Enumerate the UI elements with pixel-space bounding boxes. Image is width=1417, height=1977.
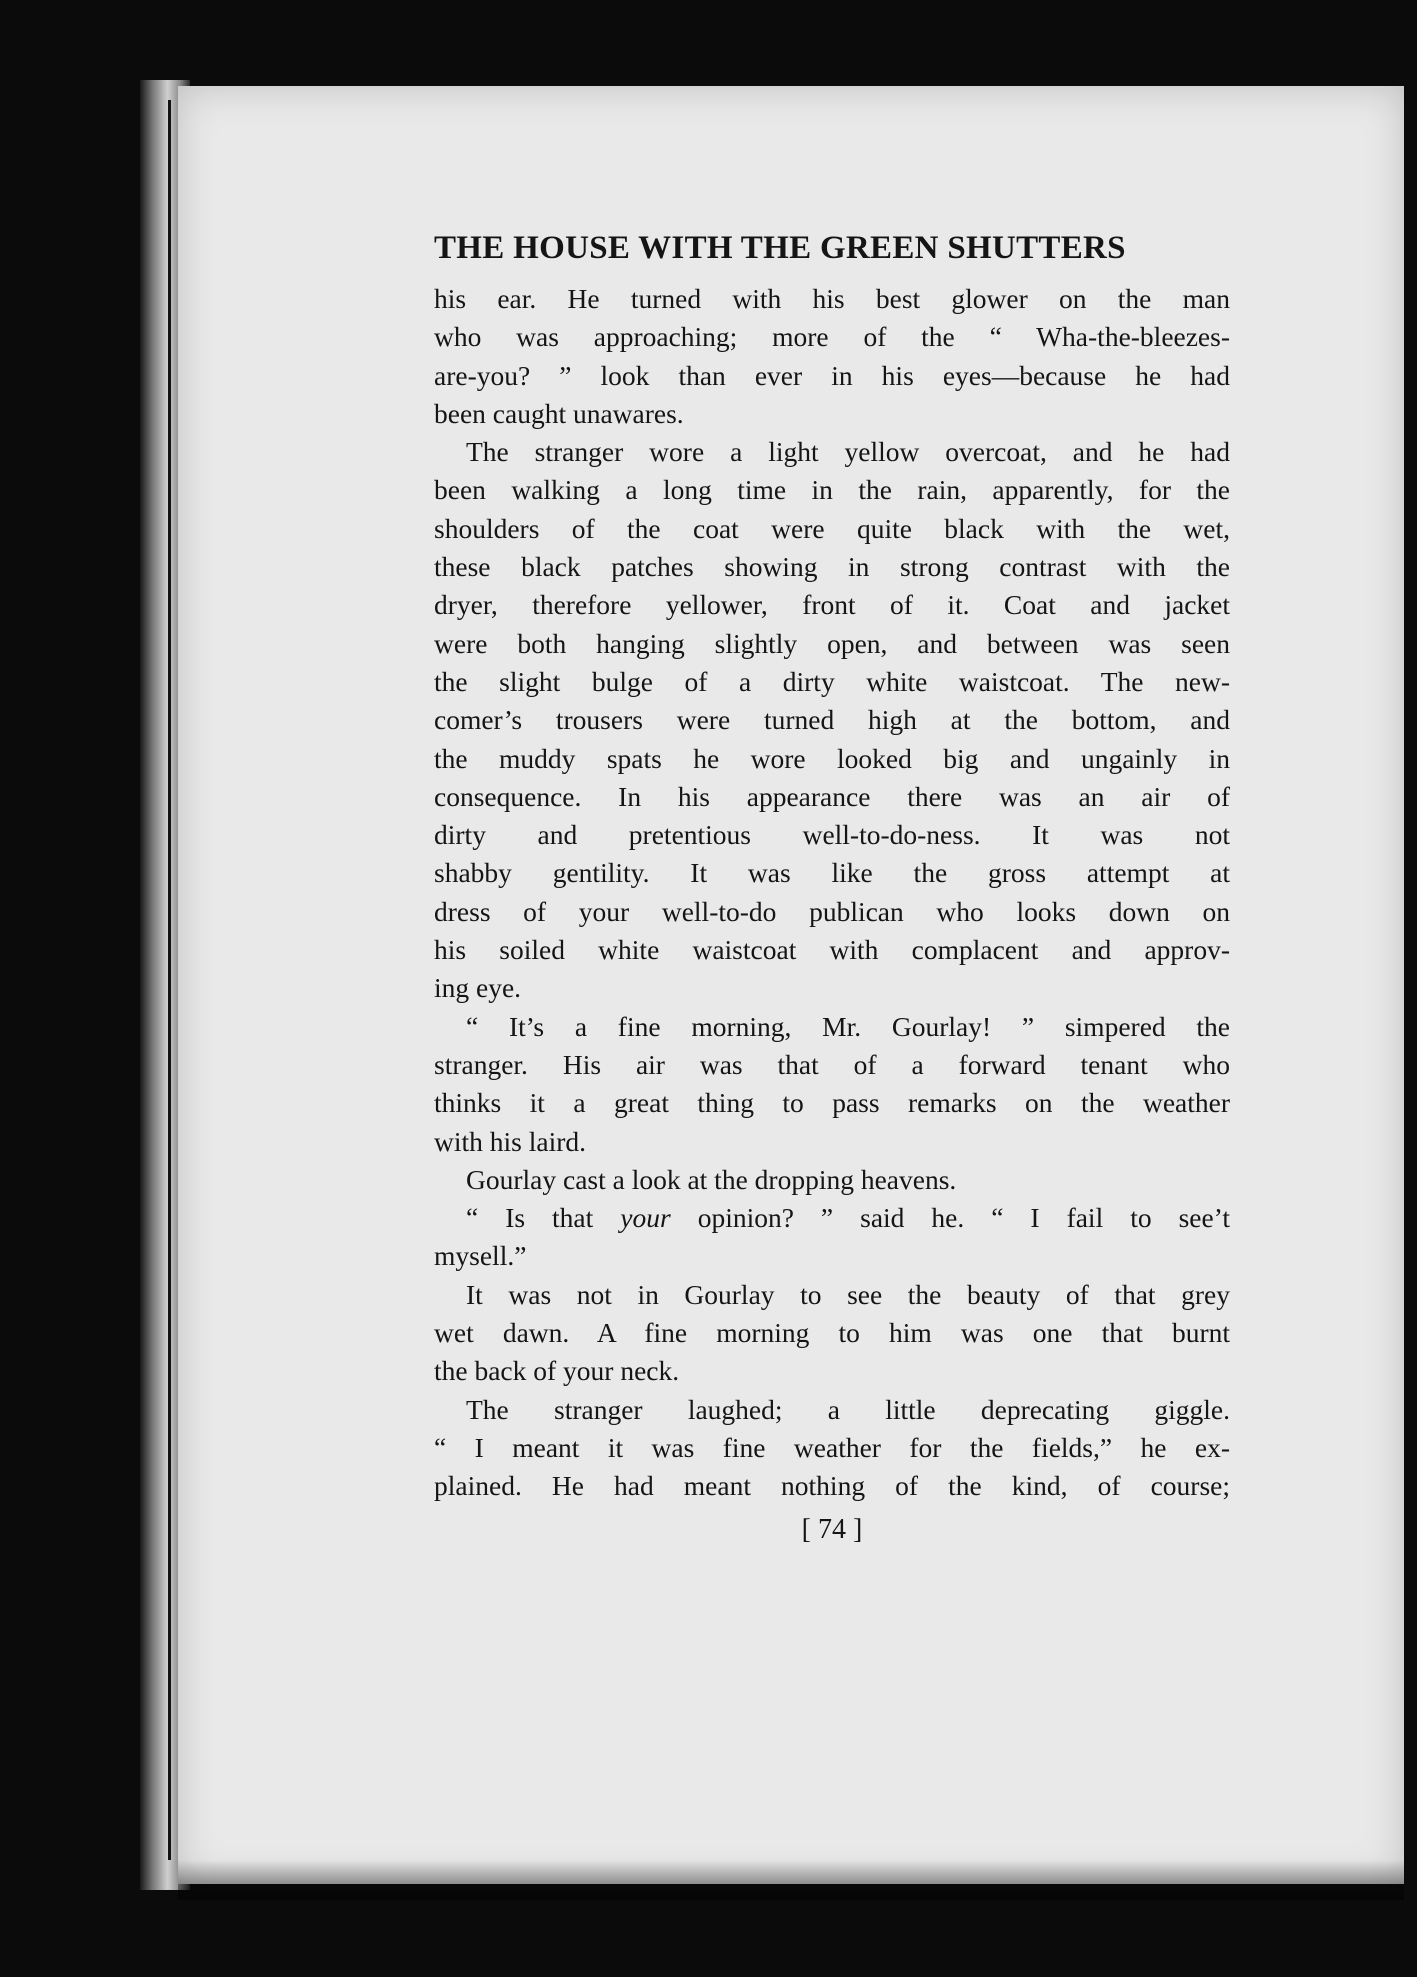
text-line: The stranger laughed; a little deprecating giggle. bbox=[466, 1393, 1230, 1425]
text-line: It was not in Gourlay to see the beauty of that grey bbox=[466, 1278, 1230, 1310]
text-line: dryer, therefore yellower, front of it. Coat and jacket bbox=[434, 589, 1230, 621]
text-line: consequence. In his appearance there was an air of bbox=[434, 780, 1230, 812]
text-line: his soiled white waistcoat with complacent and approv- bbox=[434, 934, 1230, 966]
text-line: these black patches showing in strong contrast with the bbox=[434, 551, 1230, 583]
page-bottom-shadow bbox=[178, 1860, 1404, 1900]
text-line: “ It’s a fine morning, Mr. Gourlay! ” simpered the bbox=[466, 1010, 1230, 1042]
text-line: are-you? ” look than ever in his eyes—because he had bbox=[434, 359, 1230, 391]
running-head: THE HOUSE WITH THE GREEN SHUTTERS bbox=[434, 230, 1126, 266]
italic-word: your bbox=[620, 1202, 671, 1234]
text-line: comer’s trousers were turned high at the bottom, and bbox=[434, 704, 1230, 736]
text-line: Gourlay cast a look at the dropping heavens. bbox=[466, 1163, 957, 1195]
text-line: been walking a long time in the rain, apparently, for the bbox=[434, 474, 1230, 506]
text-line: “ I meant it was fine weather for the fields,” he ex- bbox=[434, 1431, 1230, 1463]
text-line: the slight bulge of a dirty white waistcoat. The new- bbox=[434, 665, 1230, 697]
page-text-block bbox=[434, 228, 1230, 1550]
text-line: been caught unawares. bbox=[434, 397, 684, 429]
text-line: the back of your neck. bbox=[434, 1355, 680, 1387]
page-gutter-edge bbox=[168, 100, 171, 1860]
text-line: shabby gentility. It was like the gross attempt at bbox=[434, 857, 1230, 889]
text-line: dirty and pretentious well-to-do-ness. It was not bbox=[434, 819, 1230, 851]
text-line: dress of your well-to-do publican who looks down on bbox=[434, 895, 1230, 927]
text-line: The stranger wore a light yellow overcoat, and he had bbox=[466, 436, 1230, 468]
text-line: thinks it a great thing to pass remarks on the weather bbox=[434, 1087, 1230, 1119]
text-line: with his laird. bbox=[434, 1125, 587, 1157]
text-line: plained. He had meant nothing of the kind, of course; bbox=[434, 1470, 1230, 1502]
text-line: “ Is that your opinion? ” said he. “ I fail to see’t bbox=[466, 1202, 1230, 1234]
text-line: stranger. His air was that of a forward tenant who bbox=[434, 1048, 1230, 1080]
text-line: his ear. He turned with his best glower on the man bbox=[434, 283, 1230, 314]
body-text bbox=[434, 280, 1230, 1506]
page-number: [ 74 ] bbox=[801, 1513, 863, 1545]
text-line: who was approaching; more of the “ Wha-the-bleezes- bbox=[434, 321, 1230, 353]
text-line: shoulders of the coat were quite black with the wet, bbox=[434, 512, 1230, 544]
text-line: wet dawn. A fine morning to him was one that burnt bbox=[434, 1317, 1230, 1349]
text-line: the muddy spats he wore looked big and ungainly in bbox=[434, 742, 1230, 774]
text-line: were both hanging slightly open, and between was seen bbox=[434, 627, 1230, 659]
text-line: mysell.” bbox=[434, 1240, 527, 1272]
text-line: ing eye. bbox=[434, 972, 522, 1004]
